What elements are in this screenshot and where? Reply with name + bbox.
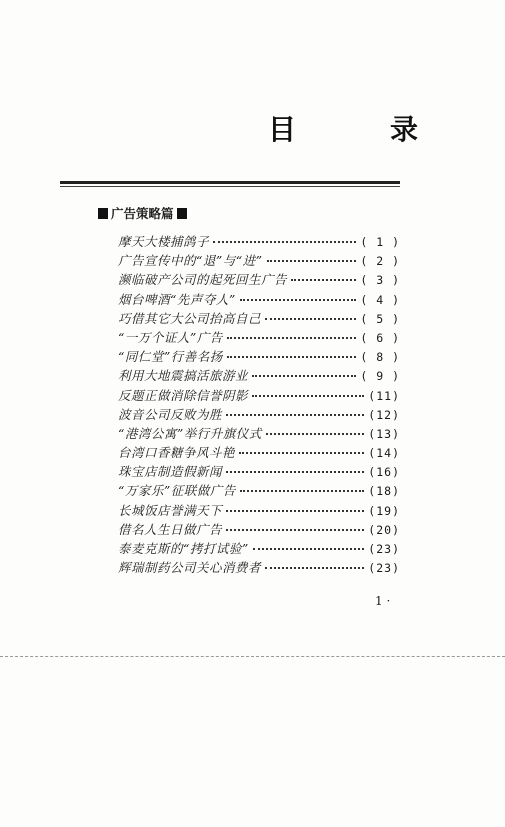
leader-dots [265,567,364,569]
toc-list [118,232,400,577]
toc-entry [118,290,400,309]
entry-page: ( 2 ) [360,254,400,269]
toc-entry [118,251,400,270]
toc-entry [118,481,400,500]
page-number: 1 · [375,594,391,608]
toc-entry [118,520,400,539]
leader-dots [213,241,356,243]
entry-page: (23) [368,542,400,556]
entry-title: “同仁堂”行善名扬 [118,349,223,365]
toc-entry [118,232,400,251]
entry-title: 濒临破产公司的起死回生广告 [118,272,288,288]
toc-entry [118,443,400,462]
leader-dots [266,433,365,435]
section-left-square-icon [98,208,108,219]
entry-page: ( 5 ) [360,311,400,326]
toc-entry [118,539,400,558]
entry-title: “港湾公寓”举行升旗仪式 [118,425,262,441]
leader-dots [239,452,364,454]
title-rule-thick [60,181,400,184]
entry-page: (12) [368,407,400,422]
entry-title: 烟台啤酒“先声夺人” [118,291,236,307]
entry-page: (18) [368,484,400,499]
toc-entry [118,386,400,405]
entry-title: 波音公司反败为胜 [118,406,223,422]
entry-page: (14) [368,446,400,461]
entry-page: ( 9 ) [360,369,400,384]
title-char-2: 录 [389,113,418,146]
entry-page: (16) [368,465,400,480]
entry-page: ( 3 ) [360,273,400,288]
leader-dots [226,529,364,531]
leader-dots [226,510,364,512]
toc-entry [118,366,400,385]
toc-entry [118,424,400,443]
entry-page: (13) [368,426,400,441]
leader-dots [227,356,357,358]
section-right-square-icon [177,208,187,219]
entry-page: (20) [368,522,400,537]
entry-page: ( 6 ) [360,330,400,345]
scan-edge-line [0,656,505,657]
toc-entry [118,558,400,577]
entry-title: 长城饭店誉满天下 [118,502,223,518]
title-rule-thin [60,186,400,187]
toc-entry [118,309,400,328]
toc-entry [118,501,400,520]
leader-dots [240,490,365,492]
entry-title: 摩天大楼捕鸽子 [118,234,210,249]
leader-dots [226,414,364,416]
entry-title: “一万个证人”广告 [118,329,223,345]
entry-page: (23) [368,561,400,576]
entry-page: (19) [368,503,400,518]
entry-title: 辉瑞制药公司关心消费者 [118,560,262,576]
leader-dots [265,318,356,320]
leader-dots [252,395,364,397]
toc-entry [118,328,400,347]
toc-entry [118,405,400,424]
leader-dots [253,548,365,550]
leader-dots [227,337,357,339]
entry-title: 借名人生日做广告 [118,521,223,537]
entry-title: “万家乐”征联做广告 [118,483,236,499]
entry-page: ( 8 ) [360,350,400,365]
entry-title: 广告宣传中的“退”与“进” [118,253,263,269]
leader-dots [291,279,356,281]
title-char-1: 目 [268,113,297,146]
entry-title: 泰麦克斯的“拷打试验” [118,541,249,556]
entry-title: 反题正做消除信誉阴影 [118,387,249,403]
leader-dots [240,299,357,301]
entry-page: ( 4 ) [360,292,400,307]
leader-dots [252,375,356,377]
section-heading [98,204,187,222]
page-title [268,108,418,148]
toc-entry [118,270,400,289]
leader-dots [267,260,357,262]
entry-title: 台湾口香糖争风斗艳 [118,445,236,461]
toc-entry [118,347,400,366]
entry-page: (11) [368,388,400,403]
section-label: 广告策略篇 [111,206,174,221]
entry-page: ( 1 ) [360,235,400,249]
entry-title: 利用大地震搞活旅游业 [118,368,249,384]
toc-entry [118,462,400,481]
leader-dots [226,471,364,473]
entry-title: 珠宝店制造假新闻 [118,464,223,480]
entry-title: 巧借其它大公司抬高自己 [118,310,262,326]
